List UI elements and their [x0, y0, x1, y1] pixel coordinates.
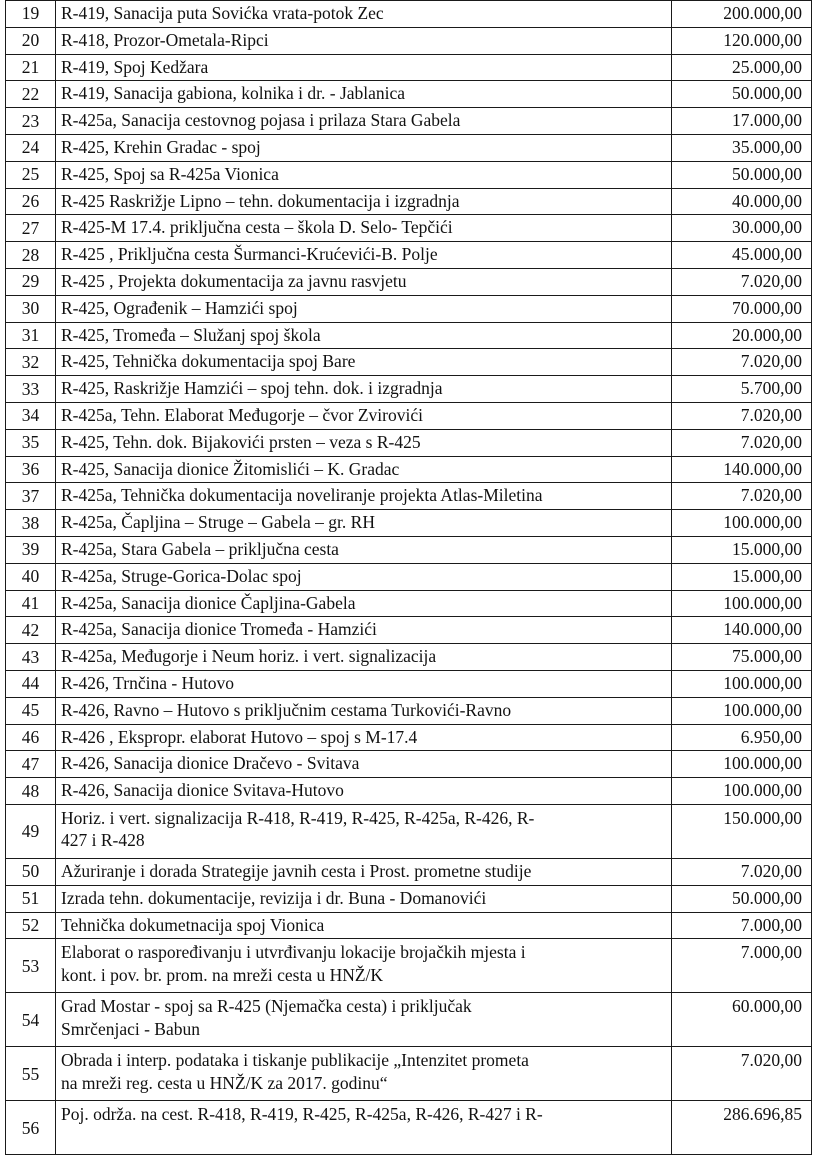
- table-row: [6, 670, 812, 697]
- row-description: Ažuriranje i dorada Strategije javnih cesta i Prost. prometne studije: [56, 858, 672, 885]
- row-description-line: kont. i pov. br. prom. na mreži cesta u HNŽ/K: [61, 964, 384, 985]
- table-row: [6, 912, 812, 939]
- row-description-line: [61, 1126, 666, 1148]
- row-number: 30: [6, 295, 56, 322]
- row-amount: 100.000,00: [672, 510, 812, 537]
- row-description: R-425a, Čapljina – Struge – Gabela – gr. RH: [56, 510, 672, 537]
- row-amount: 7.020,00: [672, 1047, 812, 1101]
- row-number: 48: [6, 778, 56, 805]
- table-row: [6, 510, 812, 537]
- row-number: 27: [6, 215, 56, 242]
- row-number: 47: [6, 751, 56, 778]
- row-description-line: 427 i R-428: [61, 830, 145, 851]
- row-number: 53: [6, 939, 56, 993]
- row-number: 40: [6, 563, 56, 590]
- table-row: [6, 402, 812, 429]
- table-row: [6, 697, 812, 724]
- row-number: 37: [6, 483, 56, 510]
- row-description: R-426, Trnčina - Hutovo: [56, 670, 672, 697]
- row-description-line: Obrada i interp. podataka i tiskanje publikacije „Intenzitet prometa: [61, 1050, 529, 1071]
- row-amount: 50.000,00: [672, 161, 812, 188]
- row-amount: 7.000,00: [672, 939, 812, 993]
- table-row: [6, 242, 812, 269]
- row-number: 32: [6, 349, 56, 376]
- row-number: 49: [6, 804, 56, 858]
- table-row: [6, 295, 812, 322]
- row-number: 33: [6, 376, 56, 403]
- row-amount: 100.000,00: [672, 590, 812, 617]
- row-description: R-425, Spoj sa R-425a Vionica: [56, 161, 672, 188]
- row-number: 31: [6, 322, 56, 349]
- row-description: R-425 Raskrižje Lipno – tehn. dokumentacija i izgradnja: [56, 188, 672, 215]
- row-description: R-419, Sanacija puta Sovićka vrata-potok Zec: [56, 1, 672, 28]
- row-description-line: Horiz. i vert. signalizacija R-418, R-419, R-425, R-425a, R-426, R-: [61, 807, 535, 828]
- row-number: 46: [6, 724, 56, 751]
- row-amount: 200.000,00: [672, 1, 812, 28]
- table-row: [6, 858, 812, 885]
- table-row: [6, 563, 812, 590]
- row-amount: 6.950,00: [672, 724, 812, 751]
- row-number: 22: [6, 81, 56, 108]
- row-number: 25: [6, 161, 56, 188]
- row-description: Izrada tehn. dokumentacije, revizija i dr. Buna - Domanovići: [56, 885, 672, 912]
- table-row: [6, 188, 812, 215]
- table-row: [6, 939, 812, 993]
- row-number: 24: [6, 134, 56, 161]
- row-description: R-425, Krehin Gradac - spoj: [56, 134, 672, 161]
- row-description: R-425-M 17.4. priključna cesta – škola D. Selo- Tepčići: [56, 215, 672, 242]
- table-row: [6, 322, 812, 349]
- row-number: 21: [6, 54, 56, 81]
- row-description: R-426, Sanacija dionice Svitava-Hutovo: [56, 778, 672, 805]
- row-number: 55: [6, 1047, 56, 1101]
- table-row: [6, 27, 812, 54]
- row-number: 43: [6, 644, 56, 671]
- row-number: 56: [6, 1101, 56, 1155]
- row-number: 26: [6, 188, 56, 215]
- row-number: 38: [6, 510, 56, 537]
- row-amount: 5.700,00: [672, 376, 812, 403]
- row-amount: 17.000,00: [672, 108, 812, 135]
- table-row: [6, 644, 812, 671]
- row-amount: 7.020,00: [672, 429, 812, 456]
- row-description: R-426, Sanacija dionice Dračevo - Svitava: [56, 751, 672, 778]
- table-row: [6, 617, 812, 644]
- table-row: [6, 268, 812, 295]
- table-row: [6, 81, 812, 108]
- row-description: R-419, Sanacija gabiona, kolnika i dr. - Jablanica: [56, 81, 672, 108]
- row-description: [56, 1101, 672, 1155]
- row-amount: 7.020,00: [672, 858, 812, 885]
- row-description: R-425, Tehnička dokumentacija spoj Bare: [56, 349, 672, 376]
- row-amount: 100.000,00: [672, 697, 812, 724]
- row-number: 44: [6, 670, 56, 697]
- row-description: R-425a, Međugorje i Neum horiz. i vert. signalizacija: [56, 644, 672, 671]
- row-description: R-418, Prozor-Ometala-Ripci: [56, 27, 672, 54]
- row-amount: 15.000,00: [672, 536, 812, 563]
- row-description: R-425a, Tehnička dokumentacija noveliranje projekta Atlas-Miletina: [56, 483, 672, 510]
- row-number: 34: [6, 402, 56, 429]
- table-body: [6, 1, 812, 1155]
- table-row: [6, 590, 812, 617]
- table-row: [6, 54, 812, 81]
- table-row: [6, 456, 812, 483]
- row-number: 36: [6, 456, 56, 483]
- row-amount: 25.000,00: [672, 54, 812, 81]
- row-amount: 100.000,00: [672, 751, 812, 778]
- row-description: R-425, Ograđenik – Hamzići spoj: [56, 295, 672, 322]
- row-description: R-425a, Sanacija cestovnog pojasa i prilaza Stara Gabela: [56, 108, 672, 135]
- row-number: 35: [6, 429, 56, 456]
- table-row: [6, 215, 812, 242]
- row-description: R-426 , Ekspropr. elaborat Hutovo – spoj s M-17.4: [56, 724, 672, 751]
- row-amount: 15.000,00: [672, 563, 812, 590]
- table-row: [6, 724, 812, 751]
- row-description-line: na mreži reg. cesta u HNŽ/K za 2017. godinu“: [61, 1072, 388, 1093]
- table-row: [6, 778, 812, 805]
- table-row: [6, 349, 812, 376]
- row-amount: 70.000,00: [672, 295, 812, 322]
- row-description: [56, 1047, 672, 1101]
- row-amount: 7.020,00: [672, 483, 812, 510]
- row-number: 45: [6, 697, 56, 724]
- table-row: [6, 751, 812, 778]
- budget-table: [5, 0, 812, 1155]
- row-description: R-425a, Sanacija dionice Čapljina-Gabela: [56, 590, 672, 617]
- table-row: [6, 161, 812, 188]
- row-amount: 7.000,00: [672, 912, 812, 939]
- row-description: R-425, Sanacija dionice Žitomislići – K. Gradac: [56, 456, 672, 483]
- row-amount: 150.000,00: [672, 804, 812, 858]
- row-amount: 286.696,85: [672, 1101, 812, 1155]
- row-number: 52: [6, 912, 56, 939]
- table-row: [6, 1101, 812, 1155]
- row-amount: 7.020,00: [672, 349, 812, 376]
- table-row: [6, 1, 812, 28]
- row-description: R-425a, Stara Gabela – priključna cesta: [56, 536, 672, 563]
- row-description: [56, 939, 672, 993]
- row-amount: 35.000,00: [672, 134, 812, 161]
- table-row: [6, 1047, 812, 1101]
- row-amount: 7.020,00: [672, 402, 812, 429]
- row-description-line: Poj. održa. na cest. R-418, R-419, R-425, R-425a, R-426, R-427 i R-: [61, 1104, 543, 1125]
- row-description: R-426, Ravno – Hutovo s priključnim cestama Turkovići-Ravno: [56, 697, 672, 724]
- row-description: R-425, Raskrižje Hamzići – spoj tehn. dok. i izgradnja: [56, 376, 672, 403]
- row-description: R-425a, Struge-Gorica-Dolac spoj: [56, 563, 672, 590]
- table-row: [6, 108, 812, 135]
- table-row: [6, 993, 812, 1047]
- row-amount: 140.000,00: [672, 617, 812, 644]
- row-number: 39: [6, 536, 56, 563]
- row-amount: 7.020,00: [672, 268, 812, 295]
- row-description: [56, 804, 672, 858]
- row-description: [56, 993, 672, 1047]
- row-amount: 100.000,00: [672, 670, 812, 697]
- row-amount: 50.000,00: [672, 885, 812, 912]
- row-description-line: Smrčenjaci - Babun: [61, 1018, 200, 1039]
- row-number: 28: [6, 242, 56, 269]
- row-amount: 45.000,00: [672, 242, 812, 269]
- table-row: [6, 134, 812, 161]
- row-description: R-425 , Priključna cesta Šurmanci-Krućevići-B. Polje: [56, 242, 672, 269]
- table-row: [6, 885, 812, 912]
- row-amount: 60.000,00: [672, 993, 812, 1047]
- row-amount: 75.000,00: [672, 644, 812, 671]
- row-description: R-425, Tromeđa – Služanj spoj škola: [56, 322, 672, 349]
- row-number: 23: [6, 108, 56, 135]
- row-description: R-425a, Sanacija dionice Tromeđa - Hamzići: [56, 617, 672, 644]
- row-description: R-425 , Projekta dokumentacija za javnu rasvjetu: [56, 268, 672, 295]
- row-description: R-425a, Tehn. Elaborat Međugorje – čvor Zvirovići: [56, 402, 672, 429]
- row-number: 42: [6, 617, 56, 644]
- row-number: 54: [6, 993, 56, 1047]
- row-description: Tehnička dokumetnacija spoj Vionica: [56, 912, 672, 939]
- row-amount: 140.000,00: [672, 456, 812, 483]
- table-row: [6, 804, 812, 858]
- row-amount: 120.000,00: [672, 27, 812, 54]
- row-description-line: Grad Mostar - spoj sa R-425 (Njemačka cesta) i priključak: [61, 996, 472, 1017]
- table-row: [6, 429, 812, 456]
- row-description-line: Elaborat o raspoređivanju i utvrđivanju lokacije brojačkih mjesta i: [61, 942, 526, 963]
- row-amount: 20.000,00: [672, 322, 812, 349]
- row-number: 20: [6, 27, 56, 54]
- table-row: [6, 483, 812, 510]
- row-number: 50: [6, 858, 56, 885]
- table-row: [6, 376, 812, 403]
- row-number: 51: [6, 885, 56, 912]
- table-row: [6, 536, 812, 563]
- row-amount: 40.000,00: [672, 188, 812, 215]
- row-amount: 100.000,00: [672, 778, 812, 805]
- row-number: 41: [6, 590, 56, 617]
- row-description: R-425, Tehn. dok. Bijakovići prsten – veza s R-425: [56, 429, 672, 456]
- row-number: 29: [6, 268, 56, 295]
- row-amount: 50.000,00: [672, 81, 812, 108]
- row-number: 19: [6, 1, 56, 28]
- row-amount: 30.000,00: [672, 215, 812, 242]
- row-description: R-419, Spoj Kedžara: [56, 54, 672, 81]
